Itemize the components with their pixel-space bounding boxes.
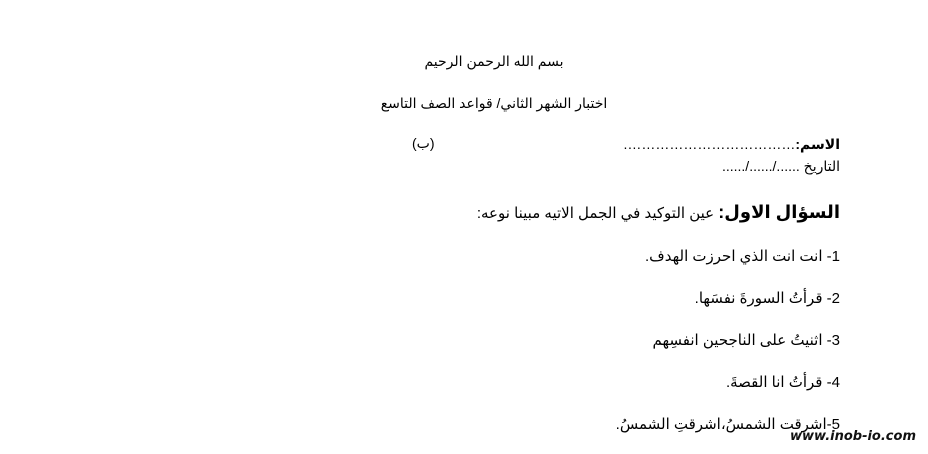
question-1-heading [477,201,840,225]
name-label: الاسم: [795,136,840,152]
question-item: 1- انت انت الذي احرزت الهدف. [645,248,840,265]
question-1-label: السؤال الاول: [718,202,840,222]
question-item: 2- قرأتُ السورةَ نفسَها. [694,290,840,307]
date-row: التاريخ ....../....../...... [721,158,840,174]
name-blank: ………………………………. [623,136,796,152]
exam-title: اختبار الشهر الثاني/ قواعد الصف التاسع [380,95,608,111]
site-watermark: www.inob-io.com [790,429,916,444]
question-item: 4- قرأتُ انا القصةَ. [725,374,840,391]
basmala-heading: بسم الله الرحمن الرحيم [424,53,564,69]
question-item: 3- اثنيتُ على الناجحين انفسِهم [652,332,840,349]
exam-version-label: (ب) [412,135,435,151]
question-1-prompt: عين التوكيد في الجمل الاتيه مبينا نوعه: [476,205,719,222]
student-name-row [623,135,840,153]
question-item: 5-اشرقت الشمسُ،اشرقتِ الشمسُ. [615,416,840,433]
